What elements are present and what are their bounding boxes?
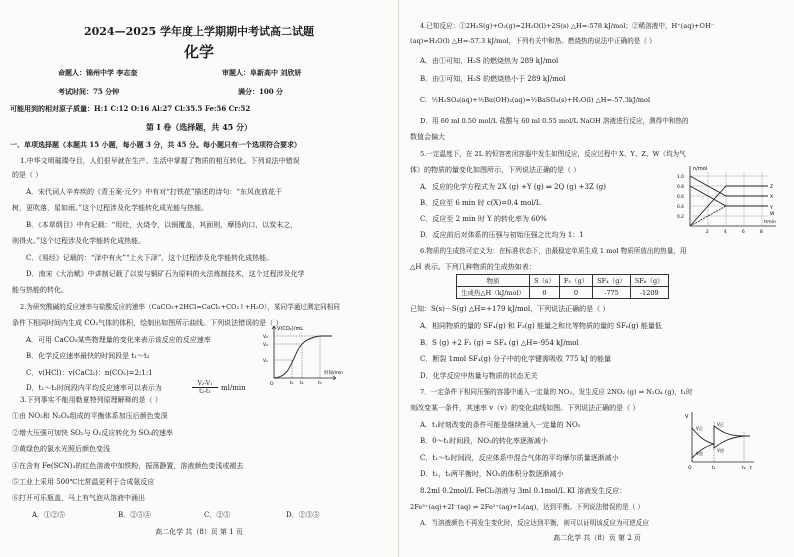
table-cell: -1209: [630, 287, 668, 299]
q1-line: 树，更吹落，星如雨。”这个过程涉及化学能转化成光能与热能。: [12, 204, 209, 212]
mc-section-title: 一、单项选择题（本题共 15 小题，每小题 3 分，共 45 分。每小题只有一个选项符合要求）: [10, 140, 301, 149]
q5-option: D．反应前后对体系的压强与初始压强之比均为 1：1: [420, 231, 584, 239]
graph7-x-label: t: [750, 466, 752, 471]
reviewers: 审题人：阜新高中 刘欣妍: [222, 68, 302, 77]
graph7-rate-label: V正: [696, 426, 704, 431]
graph-y-tick: V₂: [263, 343, 268, 348]
graph5-x-tick: 4: [724, 230, 727, 235]
graph-x-tick: t₃: [318, 381, 322, 386]
graph7-y-label: V: [685, 414, 689, 420]
q5-option: C．反应至 2 min 时 Y 的转化率为 60%: [420, 215, 547, 223]
graph5-x-tick: 8: [760, 230, 763, 235]
graph-y-label: V(CO₂)/mL: [277, 326, 304, 332]
q3-option: B．②⑤④: [118, 511, 152, 519]
page-divider: [398, 0, 399, 557]
q2-option: A．可用 CaCO₃某些物理量的变化来表示该反应的反应速率: [26, 336, 211, 344]
graph5-x-tick: 2: [706, 230, 709, 235]
table-cell: -775: [593, 287, 631, 299]
series-z-label: Z: [770, 185, 774, 190]
table-cell: 0: [530, 287, 560, 299]
graph-y-tick: V₁: [263, 359, 268, 364]
table-cell: 0: [559, 287, 592, 299]
q3-option: C．②⑤: [204, 511, 231, 519]
table-header-cell: SF₆（g）: [630, 275, 668, 287]
q3-option: D．②③⑤: [286, 511, 320, 519]
graph7-origin: O: [688, 466, 692, 471]
q6-option: B．S (g) +2 F₂ (g) = SF₄ (g) △H=-954 kJ/mol: [420, 339, 579, 347]
q6-line: △H 表示。下列几种物质的生成热如表：: [410, 263, 536, 271]
graph5-y-tick: 0.2: [677, 215, 684, 220]
q8-line: 2Fe³⁺(aq)+2I⁻(aq) ⇌ 2Fe²⁺(aq)+I₂(aq)，达到平衡。下列说法错误的是（ ）: [410, 503, 644, 511]
q2-fraction-denominator: t₂-t₁: [199, 388, 211, 395]
q2-line: 条件下相同时间内生成 CO₂气体的体积，绘制出如图所示曲线。下列说法错误的是（ ）: [12, 319, 283, 327]
q2-unit: ml/min: [221, 384, 246, 392]
q2-line: 2.为研究酸碱的反应速率与盐酸反应的速率（CaCO₃+2HCl=CaCl₂+CO₂↑+H₂O），某同学通过测定同相同: [20, 303, 340, 311]
reverse-rate-after-change: [714, 436, 744, 448]
series-x-label: X: [770, 195, 774, 200]
q3-item: ④在含有 Fe(SCN)₃的红色溶液中加铁粉，振荡静置，溶液颜色变浅或褪去: [12, 462, 244, 470]
q3-item: ⑥打开可乐瓶盖，马上有气泡从溶液中涌出: [12, 494, 145, 502]
page-footer: 高二化学 共（8）页 第 2 页: [553, 534, 641, 542]
table-header-cell: SF₄（g）: [593, 275, 631, 287]
graph5-y-tick: 0.6: [677, 195, 684, 200]
graph5-x-label: t/min: [764, 220, 776, 225]
q6-option: D．化学反应中热量与物质的状态无关: [420, 372, 538, 380]
mole-change-graph: [676, 162, 780, 238]
q1-line: B．《本草纲目》中有记载：“用灶，火烧令，以锅覆盖，其面则，摩扬向口，以炭末之，: [26, 221, 298, 229]
q5-line: 体）的物质的量变化如图所示，下列说法正确的是（ ）: [410, 166, 581, 174]
graph-x-label: 时间/min: [324, 371, 344, 376]
graph7-rate-label: V逆: [696, 451, 704, 456]
table-row: [457, 287, 669, 299]
q5-option: A．反应的化学方程式为 2X (g) +Y (g) ⇌ 2Q (g) +3Z (g): [420, 183, 607, 191]
q3-item: ⑤工业上采用 500℃比常温更利于合成氨反应: [12, 478, 155, 486]
table-cell: 生成热△H（kJ/mol）: [457, 287, 530, 299]
graph5-y-tick: 0.8: [677, 185, 684, 190]
q1-line: 能与热能的转化。: [12, 286, 68, 294]
graph5-y-label: n/mol: [693, 166, 708, 172]
q1-line: A．宋代词人辛弃疾的《青玉案·元夕》中有对“打铁花”描述的诗句：“东风夜放花千: [26, 188, 283, 196]
exam-title: 2024—2025 学年度上学期期中考试高二试题: [83, 25, 315, 38]
q1-line: 1.中华文明璀璨夺目，人们很早就在生产、生活中掌握了物质的相互转化。下列说法中错误: [20, 157, 300, 165]
table-header-cell: S（s）: [530, 275, 560, 287]
exam-score: 满分：100 分: [238, 87, 284, 96]
table-header-cell: F₂（g）: [559, 275, 592, 287]
atomic-masses: 可能用到的相对原子质量：H:1 C:12 O:16 Al:27 Cl:35.5 Fe:56 Cr:52: [10, 104, 251, 113]
q4-option: B．由①可知，H₂S 的燃烧热小于 289 kJ/mol: [420, 75, 566, 83]
exam-time: 考试时间：75 分钟: [58, 87, 120, 96]
q1-line: C．《易经》记载的：“泽中有火”“上火下泽”，这个过程涉及化学能转化成热能。: [26, 254, 274, 262]
q4-line: (aq)=H₂O(l) △H=-57.3 kJ/mol，下列有关中和热、燃烧热的说法中正确的是（ ）: [410, 37, 656, 45]
q3-option: A．①②⑤: [32, 511, 66, 519]
q8-line: 8.2ml 0.2mol/L FeCl₃溶液与 3ml 0.1mol/L KI 溶液发生反应：: [420, 487, 627, 495]
q2-fraction-numerator: V₂-V₁: [192, 380, 218, 388]
q6-given: 已知：S(s)－S(g) △H=+179 kJ/mol，下列说法正确的是（ ）: [410, 305, 610, 313]
q6-line: 6.物质的生成热可定义为：在标准状态下，由最稳定单质生成 1 mol 物质所放出的热量，用: [420, 247, 687, 255]
exam-page-2: [400, 0, 794, 557]
graph7-rate-label: V正: [717, 422, 725, 427]
q7-line: 7．一定条件下相同压强的容器中通入一定量的 NO₂，发生反应 2NO₂ (g) ⇌ N₂O₄ (g)，t₁时: [420, 388, 693, 396]
q6-option: A．相同物质的量的 SF₄(g) 和 F₂(g) 能量之和比等物质的量的 SF₆(g) 能量低: [420, 322, 662, 330]
q4-option: C．½H₂SO₄(aq)+½Ba(OH)₂(aq)=½BaSO₄(s)+H₂O(l) △H=-57.3kJ/mol: [420, 96, 651, 104]
q1-line: 的是（ ）: [12, 171, 43, 179]
q1-line: D．南宋《大冶赋》中讲制记载了以炭与铜矿石为原料的火法炼制技术，这个过程涉及化学: [26, 270, 305, 278]
graph5-x-tick: 6: [742, 230, 745, 235]
graph-x-tick: t₂: [300, 381, 304, 386]
q4-option: A．由①可知，H₂S 的燃烧热为 289 kJ/mol: [420, 57, 559, 65]
graph7-rate-label: V逆: [717, 448, 725, 453]
q4-option: D．用 60 ml 0.50 mol/L 盐酸与 60 ml 0.55 mol/L NaOH 溶液进行反应，测得中和热的: [420, 117, 689, 125]
q3-item: ②增大压强可加快 SO₂与 O₂反应转化为 SO₃的速率: [12, 429, 173, 437]
q2-option: C．v(HCl)：v(CaCl₂)：n(CO₂)=2:1:1: [26, 369, 153, 377]
page-footer: 高二化学 共（8）页 第 1 页: [155, 528, 243, 536]
q2-option: B．化学反应速率最快的时间段是 t₁～t₂: [26, 352, 150, 360]
graph7-x-tick: t₁: [712, 466, 716, 471]
q3-stem: 3.下列事实不能用勒夏特列原理解释的是（ ）: [20, 396, 162, 404]
q2-option: D．t₁～t₂时间段内平均反应速率可以表示为: [26, 384, 162, 392]
q7-option: D．t₁，t₂两平衡时，NO₂的体积分数逐渐减小: [420, 470, 564, 478]
series-y-label: Y: [770, 206, 773, 211]
q7-line: 刻改变某一条件，其速率 v（v）的变化曲线如图。下列说法正确的是（ ）: [410, 404, 640, 412]
q3-item: ①由 NO₂和 N₂O₄组成的平衡体系加压后颜色变深: [12, 412, 168, 420]
q4-line: 数值会偏大: [410, 133, 445, 141]
subject-title: 化学: [183, 43, 214, 61]
q5-line: 5.一定温度下，在 2L 的恒容密闭容器中发生如图反应，反应过程中 X、Y、Z、W（均为气: [420, 150, 686, 158]
graph-x-tick: t₁: [290, 381, 294, 386]
forward-rate-after-change: [714, 426, 750, 444]
q6-option: C．断裂 1mol SF₄(g) 分子中的化学键需吸收 775 kJ 的能量: [420, 355, 612, 363]
q4-line: 4.已知反应：①2H₂S(g)+O₂(g)=2H₂O(l)+2S(s) △H=-578 kJ/mol；②稀溶液中，H⁺(aq)+OH⁻: [420, 22, 715, 30]
table-header-row: [457, 275, 669, 287]
q7-option: C．t₁～t₂时间段，反应体系中混合气体的平均摩尔质量逐渐减小: [420, 454, 619, 462]
section-title: 第 Ⅰ 卷（选择题，共 45 分）: [145, 122, 252, 132]
graph7-x-tick: t₂: [742, 466, 746, 471]
co2-volume-graph: [262, 322, 344, 388]
q1-line: 则得火。”这个过程涉及化学能转化成热能。: [12, 237, 146, 245]
formation-heat-table: [456, 274, 669, 299]
graph5-y-tick: 1.0: [677, 175, 684, 180]
q7-option: A．t₁时刻改变的条件可能是继续通入一定量的 NO₂: [420, 421, 581, 429]
table-header-cell: 物质: [457, 275, 530, 287]
proposers: 命题人：锦州中学 李志奎: [58, 68, 138, 77]
q5-option: B．反应至 6 min 时 c(X)=0.4 mol/L: [420, 199, 541, 207]
q8-option: A．当溶液颜色不再发生变化时，反应达到平衡，则可以证明该反应为可逆反应: [420, 519, 649, 527]
graph-y-tick: V₃: [263, 335, 268, 340]
q7-option: B．0～t₁时间段，NO₂的转化率逐渐减小: [420, 437, 548, 445]
q3-item: ③黄绿色的氯水光照后颜色变浅: [12, 445, 110, 453]
graph5-y-tick: 0.4: [677, 205, 684, 210]
graph-origin: O: [270, 382, 274, 387]
rate-time-graph: [684, 408, 756, 472]
series-w-label: W: [770, 212, 775, 217]
